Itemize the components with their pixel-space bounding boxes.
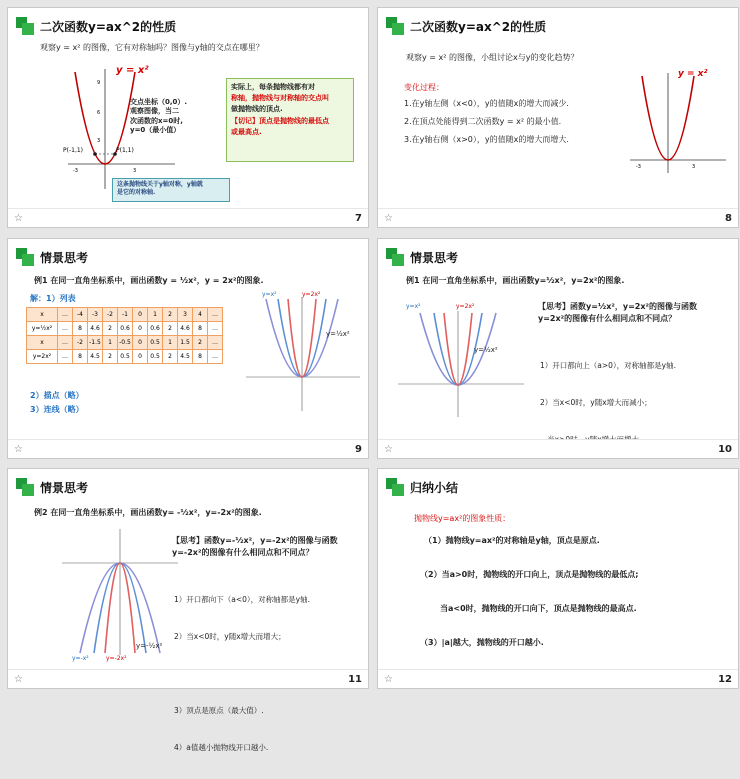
slide-number: 7: [355, 213, 362, 224]
slide-12[interactable]: [377, 468, 739, 689]
question-text: 观察y = x² 的图像，小组讨论x与y的变化趋势？: [406, 53, 579, 62]
step-2: 2）描点（略）: [30, 391, 84, 400]
process-title: 变化过程：: [404, 83, 444, 92]
curve-label: y = x²: [116, 65, 149, 76]
values-table: [26, 307, 223, 364]
label-2x2: y=2x²: [302, 291, 321, 298]
process-item-2: 2.在顶点处能得到二次函数y = x² 的最小值.: [404, 117, 562, 126]
table-row: x … -2 -1.5 1 -0.5 0 0.5 1 1.5 2 …: [27, 336, 223, 350]
star-icon[interactable]: ☆: [14, 213, 23, 224]
slide-footer: [8, 669, 368, 688]
summary-item-1: （1）抛物线y=ax²的对称轴是y轴，顶点是原点.: [424, 536, 600, 545]
label-neg-2x2: y=-2x²: [106, 655, 127, 662]
slide-footer: [378, 669, 738, 688]
slide-footer: [378, 208, 738, 227]
star-icon[interactable]: ☆: [384, 444, 393, 455]
slide-11[interactable]: [7, 468, 369, 753]
label-neg-half-x2: y=-½x²: [136, 642, 163, 650]
logo-icon: [386, 17, 404, 35]
notes: 交点坐标（0,0）. 观察图像，当二 次函数的x=0时, y=0（最小值）: [130, 98, 188, 135]
slide-8[interactable]: [377, 7, 739, 228]
slide-title: 二次函数y=ax^2的性质: [386, 16, 546, 36]
solve-text: 解：1）列表: [30, 294, 76, 303]
summary-item-4: （3）|a|越大，抛物线的开口越小.: [420, 638, 544, 647]
example-text: 例1 在同一直角坐标系中，画出函数y = ½x²，y = 2x²的图象.: [34, 276, 264, 285]
slide-number: 8: [725, 213, 732, 224]
slide-title: 情景思考: [386, 247, 458, 267]
star-icon[interactable]: ☆: [384, 674, 393, 685]
slide-9[interactable]: [7, 238, 369, 459]
label-x2: y=x²: [406, 303, 421, 310]
step-3: 3）连线（略）: [30, 405, 84, 414]
slide-footer: [378, 439, 738, 458]
curve-label: y = x²: [678, 69, 708, 79]
slide-title: 归纳小结: [386, 477, 458, 497]
summary-item-3: 当a<0时，抛物线的开口向下，顶点是抛物线的最高点.: [440, 604, 637, 613]
think-text: 【思考】函数y=-½x²，y=-2x²的图像与函数 y=-2x²的图像有什么相同点和不同点？: [172, 536, 338, 557]
point-left-label: P(-1,1): [63, 147, 84, 154]
answer-list: 1）开口都向上（a>0），对称轴都是y轴. 2）当x<0时，y随x增大而减小；: [540, 360, 676, 407]
label-x2: y=x²: [262, 291, 277, 298]
graph-three-parabolas: [244, 295, 362, 415]
slide-number: 10: [718, 444, 732, 455]
process-item-3: 3.在y轴右侧（x>0），y的值随x的增大而增大.: [404, 135, 569, 144]
question-text: 观察y = x² 的图像，它有对称轴吗？图像与y轴的交点在哪里？: [40, 43, 264, 52]
slide-title: 情景思考: [16, 247, 88, 267]
axis-note-box: 这条抛物线关于y轴对称，y轴就 是它的对称轴.: [112, 178, 230, 202]
slide-number: 9: [355, 444, 362, 455]
logo-icon: [16, 478, 34, 496]
star-icon[interactable]: ☆: [14, 444, 23, 455]
slide-title: 情景思考: [16, 477, 88, 497]
slide-title: 二次函数y=ax^2的性质: [16, 16, 176, 36]
label-2x2: y=2x²: [456, 303, 475, 310]
slide-number: 11: [348, 674, 362, 685]
slide-footer: [8, 439, 368, 458]
svg-text:3: 3: [133, 168, 137, 174]
summary-item-2: （2）当a>0时，抛物线的开口向上，顶点是抛物线的最低点;: [420, 570, 639, 579]
example-text: 例2 在同一直角坐标系中，画出函数y= -½x²，y=-2x²的图象.: [34, 508, 262, 517]
logo-icon: [16, 17, 34, 35]
star-icon[interactable]: ☆: [384, 213, 393, 224]
think-text: 【思考】函数y=½x²，y=2x²的图像与函数 y=2x²的图像有什么相同点和不同点？: [538, 302, 698, 323]
logo-icon: [16, 248, 34, 266]
process-item-1: 1.在y轴左侧（x<0），y的值随x的增大而减少.: [404, 99, 569, 108]
label-half-x2: y=½x²: [474, 346, 498, 354]
graph-three-parabolas: [60, 527, 180, 657]
table-row: y=2x² … 8 4.5 2 0.5 0 0.5 2 4.5 8 …: [27, 350, 223, 364]
star-icon[interactable]: ☆: [14, 674, 23, 685]
example-text: 例1 在同一直角坐标系中，画出函数y=½x²，y=2x²的图象.: [406, 276, 625, 285]
graph-three-parabolas: [396, 309, 526, 419]
slide-7[interactable]: [7, 7, 369, 228]
graph-y-x2: [628, 68, 728, 178]
svg-text:3: 3: [692, 164, 696, 170]
table-row: y=½x² … 8 4.6 2 0.6 0 0.6 2 4.6 8 …: [27, 322, 223, 336]
info-box: 实际上，每条抛物线都有对 称轴，抛物线与对称轴的交点叫 做抛物线的顶点. 【切记】顶点是抛物线的最低点 或最高点.: [226, 78, 354, 162]
label-neg-x2: y=-x²: [72, 655, 89, 662]
summary-heading: 抛物线y=ax²的图象性质：: [414, 514, 511, 523]
logo-icon: [386, 478, 404, 496]
label-half-x2: y=½x²: [326, 330, 350, 338]
logo-icon: [386, 248, 404, 266]
slide-10[interactable]: [377, 238, 739, 459]
svg-text:3: 3: [97, 138, 101, 144]
svg-text:6: 6: [97, 110, 101, 116]
slide-footer: [8, 208, 368, 227]
slide-number: 12: [718, 674, 732, 685]
svg-text:-3: -3: [636, 164, 641, 170]
svg-text:-3: -3: [73, 168, 78, 174]
point-right-label: P(1,1): [116, 147, 134, 154]
table-row: x … -4 -3 -2 -1 0 1 2 3 4 …: [27, 308, 223, 322]
answer-list: 1）开口都向下（a<0），对称轴都是y轴. 2）当x<0时，y随x增大而增大； 3）顶点是原点（最大值）. 4）a值越小抛物线开口越小.: [174, 594, 310, 753]
svg-text:9: 9: [97, 80, 101, 86]
